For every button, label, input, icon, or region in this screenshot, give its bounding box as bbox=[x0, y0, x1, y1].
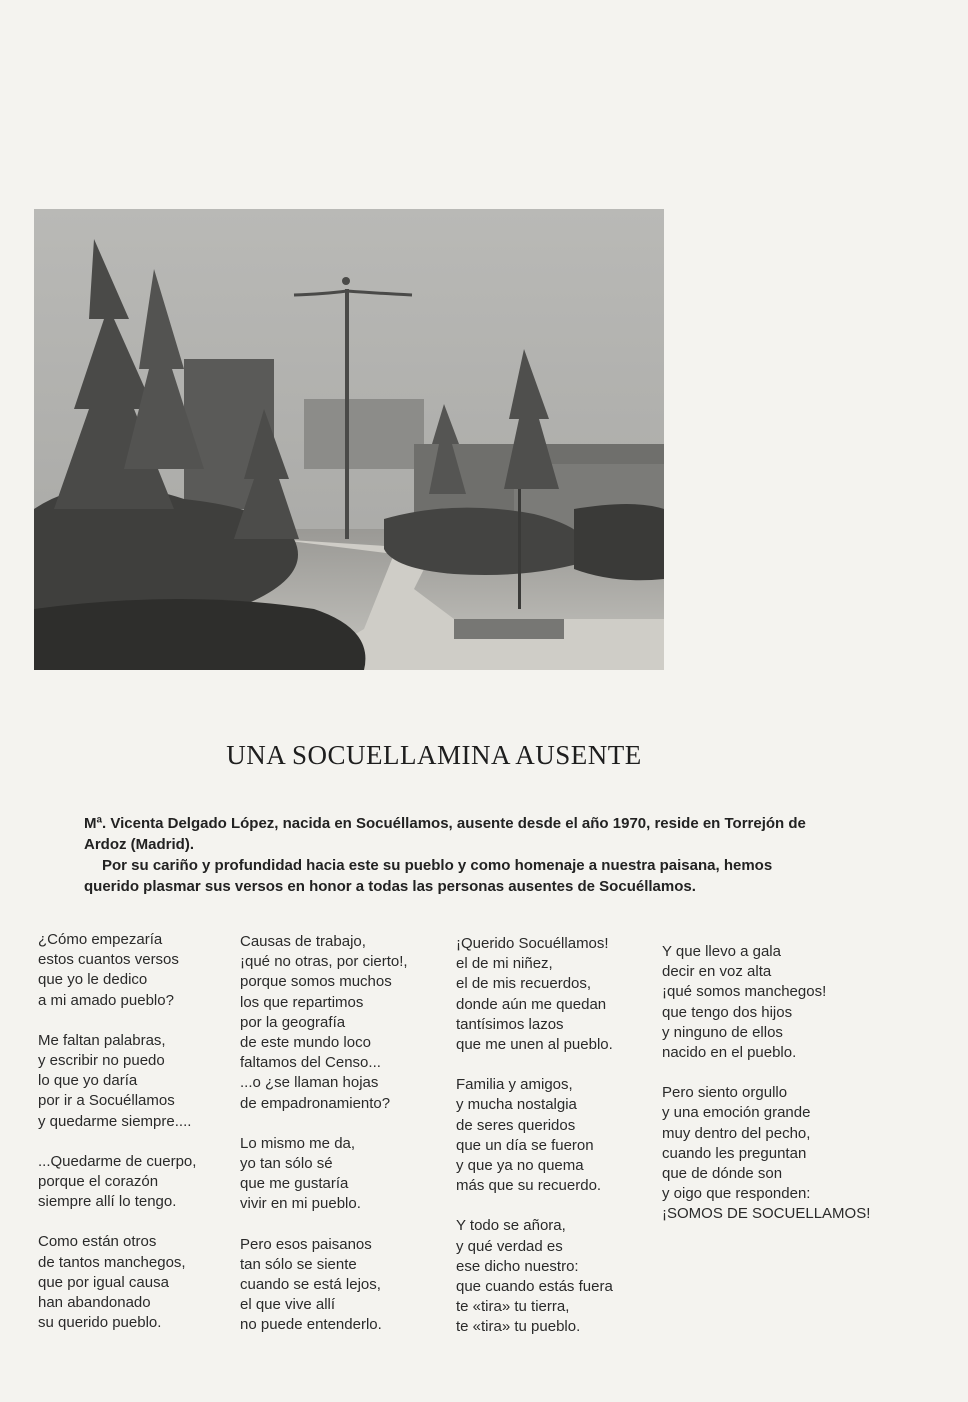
poem-stanza: Pero esos paisanos tan sólo se siente cuando se está lejos, el que vive allí no puede entenderlo. bbox=[240, 1235, 382, 1334]
intro-paragraph-2: Por su cariño y profundidad hacia este su pueblo y como homenaje a nuestra paisana, hemos querido plasmar sus versos en honor a todas las personas ausentes de Socuéllamos. bbox=[84, 857, 773, 895]
article-intro bbox=[84, 813, 814, 897]
poem-column-4 bbox=[662, 942, 912, 1245]
photo-illustration bbox=[34, 209, 664, 670]
poem-stanza: Me faltan palabras, y escribir no puedo lo que yo daría por ir a Socuéllamos y quedarme siempre.... bbox=[38, 1031, 192, 1130]
poem-column-3 bbox=[456, 934, 656, 1358]
poem-stanza: Como están otros de tantos manchegos, que por igual causa han abandonado su querido pueblo. bbox=[38, 1233, 186, 1332]
article-title: UNA SOCUELLAMINA AUSENTE bbox=[226, 740, 642, 770]
poem-stanza: Y todo se añora, y qué verdad es ese dicho nuestro: que cuando estás fuera te «tira» tu tierra, te «tira» tu pueblo. bbox=[456, 1217, 613, 1336]
poem-column-2 bbox=[240, 932, 450, 1356]
town-square-photo bbox=[34, 209, 664, 670]
poem-stanza: Causas de trabajo, ¡qué no otras, por cierto!, porque somos muchos los que repartimos por la geografía de este mundo loco faltamos del Censo... ...o ¿se llaman hojas de empadronamiento? bbox=[240, 933, 408, 1112]
poem-stanza: Pero siento orgullo y una emoción grande muy dentro del pecho, cuando les preguntan que de dónde son y oigo que responden: ¡SOMOS DE SOCUELLAMOS! bbox=[662, 1084, 871, 1223]
poem-stanza: ...Quedarme de cuerpo, porque el corazón siempre allí lo tengo. bbox=[38, 1152, 197, 1211]
intro-paragraph-1: Mª. Vicenta Delgado López, nacida en Socuéllamos, ausente desde el año 1970, reside en Torrejón de Ardoz (Madrid). bbox=[84, 815, 806, 853]
poem-stanza: Y que llevo a gala decir en voz alta ¡qué somos manchegos! que tengo dos hijos y ninguno de ellos nacido en el pueblo. bbox=[662, 943, 827, 1062]
poem-stanza: ¡Querido Socuéllamos! el de mi niñez, el de mis recuerdos, donde aún me quedan tantísimos lazos que me unen al pueblo. bbox=[456, 935, 613, 1054]
poem-stanza: ¿Cómo empezaría estos cuantos versos que yo le dedico a mi amado pueblo? bbox=[38, 931, 179, 1009]
poem-column-1 bbox=[38, 930, 238, 1353]
poem-stanza: Lo mismo me da, yo tan sólo sé que me gustaría vivir en mi pueblo. bbox=[240, 1134, 361, 1213]
poem-stanza: Familia y amigos, y mucha nostalgia de seres queridos que un día se fueron y que ya no quema más que su recuerdo. bbox=[456, 1076, 602, 1195]
